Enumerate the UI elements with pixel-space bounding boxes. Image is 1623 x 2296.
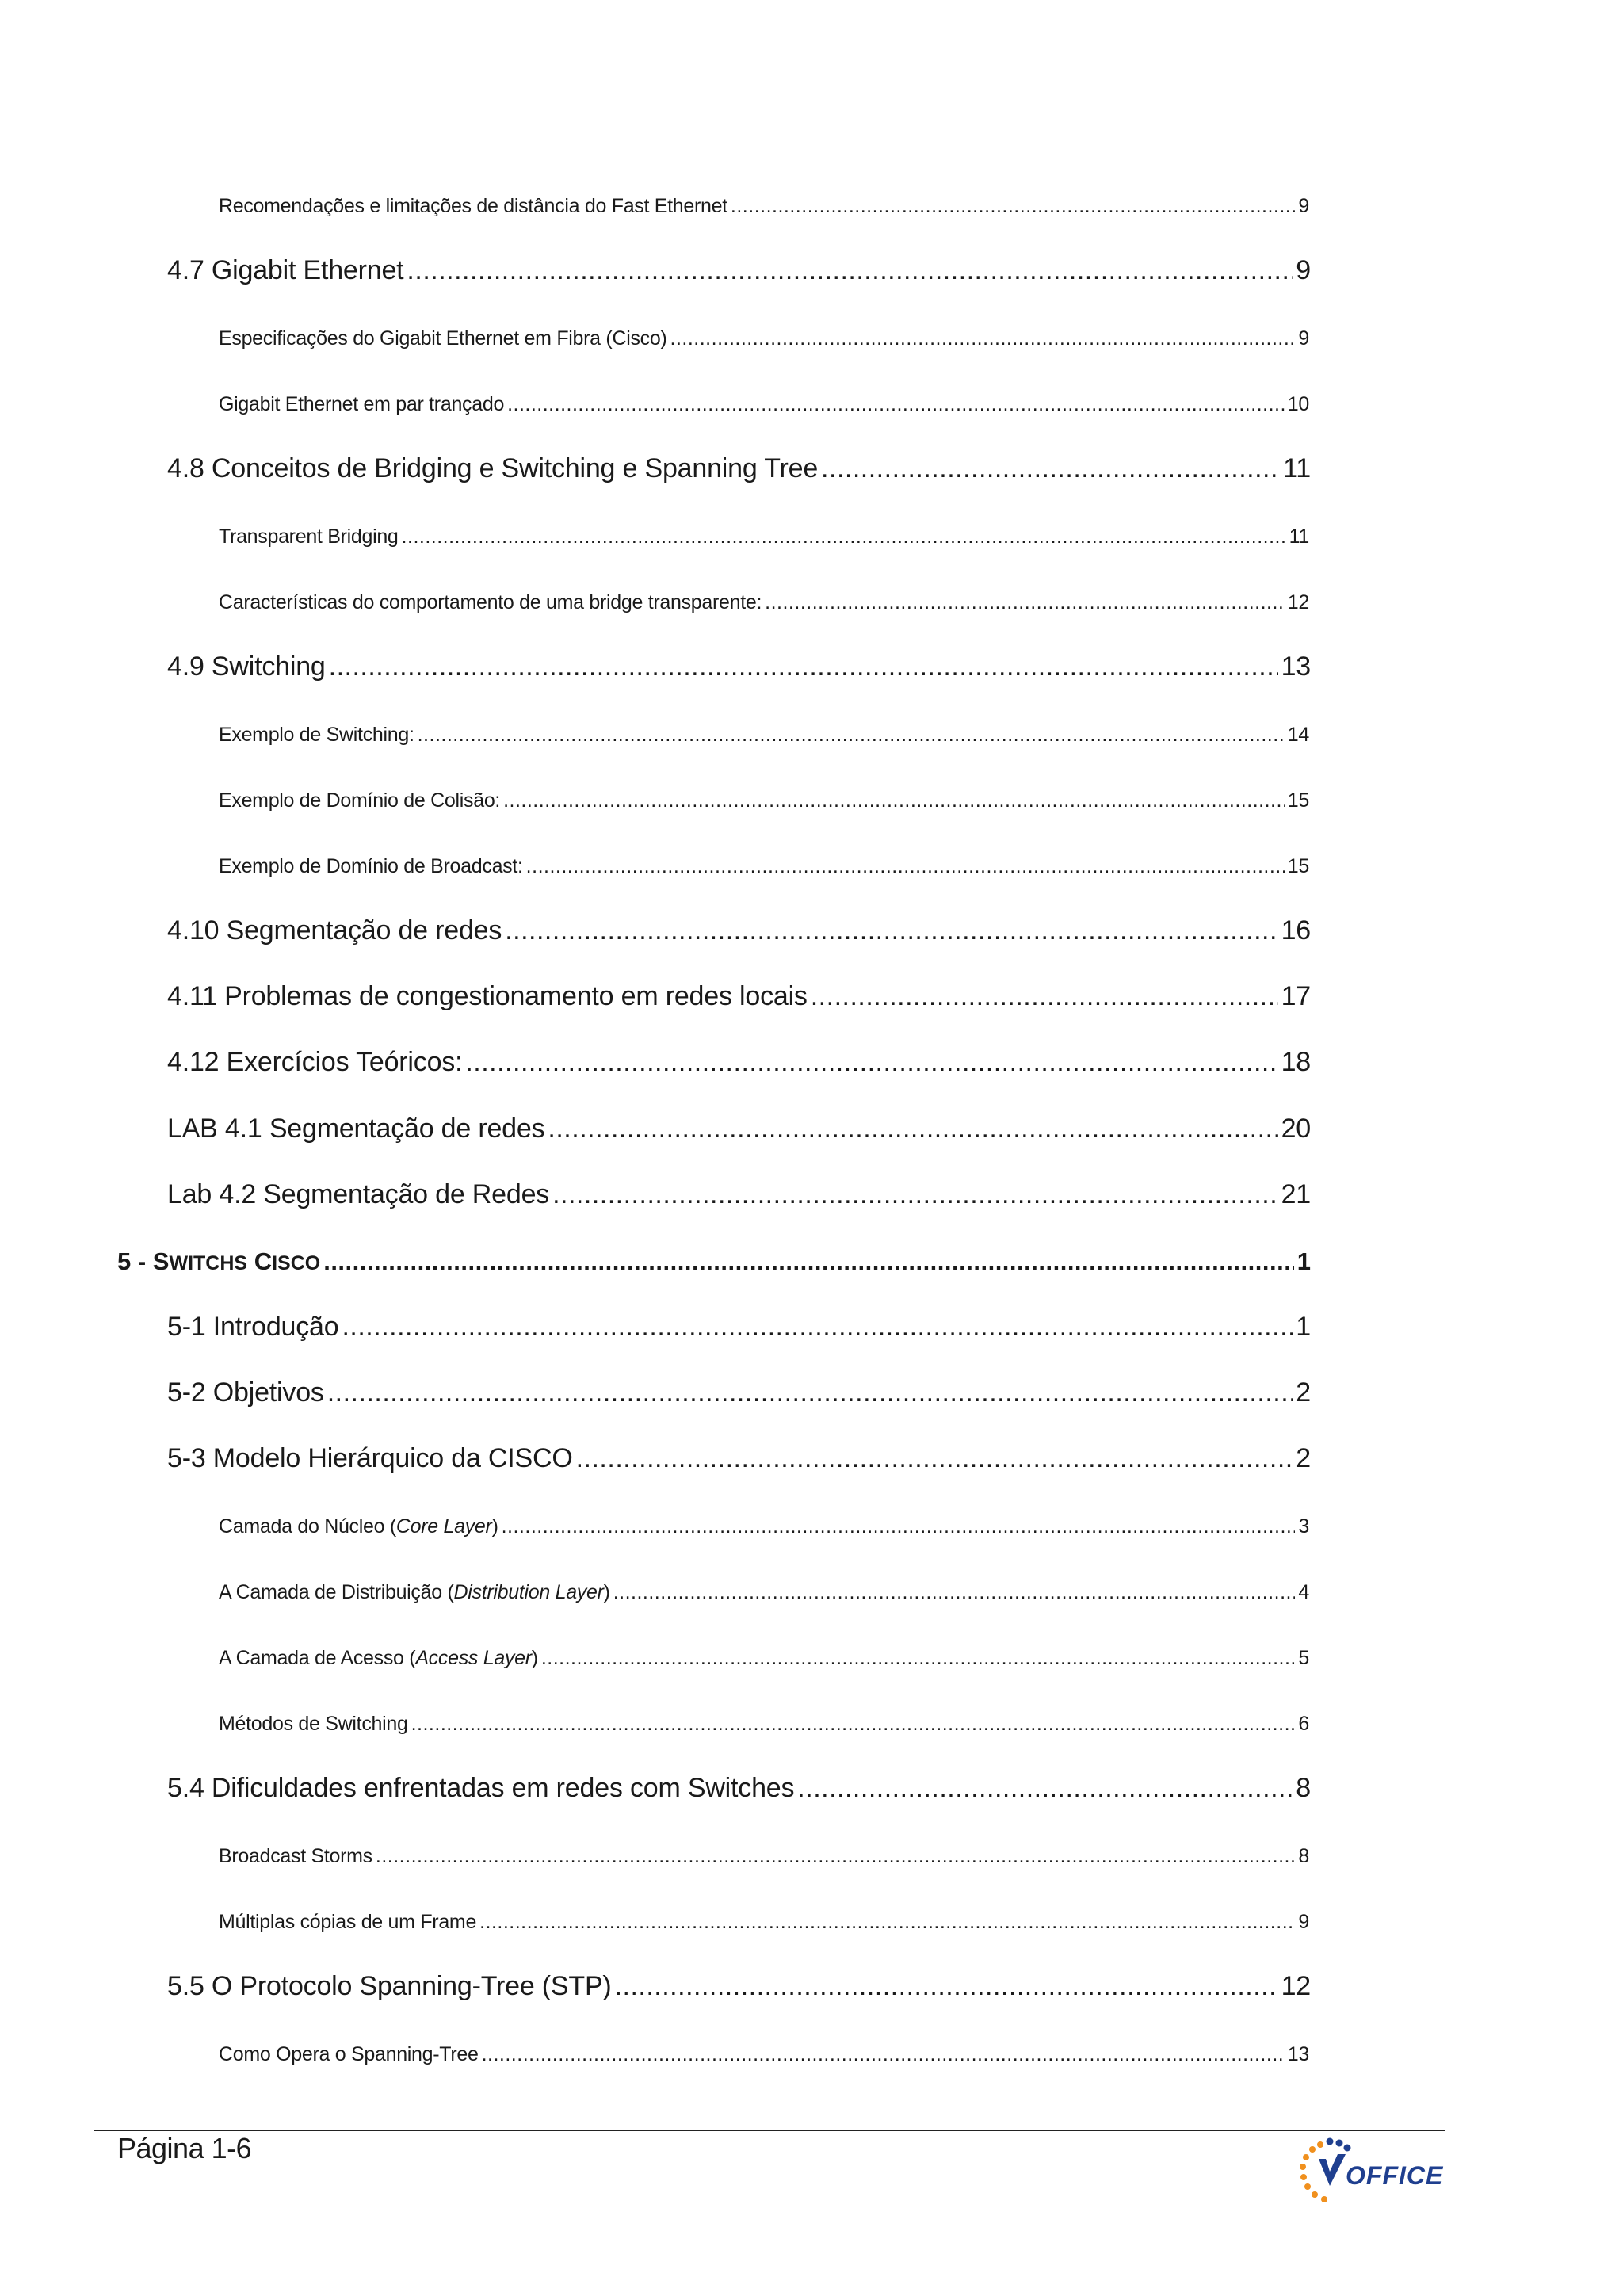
toc-entry-title: 4.8 Conceitos de Bridging e Switching e Spanning Tree bbox=[167, 453, 819, 483]
dot-leader bbox=[465, 1047, 1277, 1078]
toc-entry-page: 5 bbox=[1298, 1647, 1309, 1669]
toc-entry-page: 9 bbox=[1298, 195, 1309, 217]
toc-entry-page: 18 bbox=[1281, 1047, 1311, 1077]
toc-entry-page: 3 bbox=[1298, 1515, 1309, 1538]
toc-entry[interactable] bbox=[219, 1581, 1309, 1604]
dot-leader bbox=[418, 724, 1285, 747]
toc-entry[interactable] bbox=[219, 1845, 1309, 1868]
dot-leader bbox=[505, 915, 1277, 946]
dot-leader bbox=[402, 525, 1286, 548]
toc-entry-title: Lab 4.2 Segmentação de Redes bbox=[167, 1179, 550, 1209]
dot-leader bbox=[576, 1443, 1293, 1474]
dot-leader bbox=[797, 1773, 1293, 1804]
dot-leader bbox=[548, 1114, 1277, 1144]
toc-entry-title: Broadcast Storms bbox=[219, 1845, 372, 1867]
toc-entry-title: Métodos de Switching bbox=[219, 1713, 408, 1735]
dot-leader bbox=[327, 1377, 1293, 1408]
dot-leader bbox=[765, 591, 1285, 614]
toc-entry-page: 1 bbox=[1296, 1247, 1311, 1275]
toc-entry[interactable] bbox=[167, 651, 1311, 682]
logo-text: OFFICE bbox=[1346, 2161, 1444, 2190]
title-part: Distribution Layer bbox=[453, 1581, 604, 1603]
dot-leader bbox=[731, 195, 1295, 218]
toc-entry-page: 21 bbox=[1281, 1179, 1311, 1209]
title-part: Access Layer bbox=[415, 1647, 532, 1669]
toc-entry-page: 14 bbox=[1287, 724, 1309, 746]
toc-entry[interactable] bbox=[167, 255, 1311, 286]
toc-entry[interactable] bbox=[167, 1047, 1311, 1078]
toc-entry[interactable] bbox=[219, 327, 1309, 350]
toc-entry-title: 4.7 Gigabit Ethernet bbox=[167, 255, 404, 285]
dot-leader bbox=[482, 2043, 1285, 2066]
title-part: ) bbox=[603, 1581, 610, 1603]
toc-entry[interactable] bbox=[167, 453, 1311, 484]
toc-entry-page: 9 bbox=[1296, 255, 1311, 285]
logo-v-mark bbox=[1319, 2154, 1346, 2186]
dot-leader bbox=[613, 1581, 1296, 1604]
toc-entry[interactable] bbox=[167, 1179, 1311, 1210]
page-number-label: Página 1-6 bbox=[117, 2132, 252, 2164]
toc-entry[interactable] bbox=[219, 855, 1309, 878]
toc-entry[interactable] bbox=[219, 195, 1309, 218]
title-part: ) bbox=[491, 1515, 498, 1538]
toc-entry-page: 2 bbox=[1296, 1377, 1311, 1408]
toc-entry-title bbox=[219, 1515, 498, 1538]
title-part: 5 - S bbox=[117, 1247, 170, 1275]
toc-entry-title bbox=[219, 1581, 610, 1604]
dot-leader bbox=[479, 1911, 1295, 1934]
toc-entry-title: 4.10 Segmentação de redes bbox=[167, 915, 502, 946]
title-part: WITCHS bbox=[169, 1252, 248, 1274]
toc-entry-page: 9 bbox=[1298, 1911, 1309, 1933]
toc-entry-page: 12 bbox=[1287, 591, 1309, 613]
toc-entry[interactable] bbox=[167, 1312, 1311, 1343]
dot-leader bbox=[507, 393, 1285, 416]
toc-entry-title: 5.5 O Protocolo Spanning-Tree (STP) bbox=[167, 1971, 612, 2001]
toc-entry[interactable] bbox=[219, 789, 1309, 812]
toc-entry[interactable] bbox=[167, 1773, 1311, 1804]
toc-entry-title: Recomendações e limitações de distância do Fast Ethernet bbox=[219, 195, 727, 217]
toc-entry-title: 5.4 Dificuldades enfrentadas em redes com Switches bbox=[167, 1773, 795, 1803]
dot-leader bbox=[526, 855, 1285, 878]
title-part: ISCO bbox=[272, 1252, 321, 1274]
dot-leader bbox=[502, 1515, 1296, 1538]
toc-entry-title: Especificações do Gigabit Ethernet em Fibra (Cisco) bbox=[219, 327, 667, 350]
dot-leader bbox=[503, 789, 1285, 812]
toc-entry-title: 5-2 Objetivos bbox=[167, 1377, 324, 1408]
toc-entry-page: 13 bbox=[1281, 651, 1311, 682]
title-part: Core Layer bbox=[395, 1515, 492, 1538]
title-part: C bbox=[247, 1247, 273, 1275]
dot-leader bbox=[552, 1179, 1277, 1210]
dot-leader bbox=[821, 453, 1280, 484]
toc-entry-page: 10 bbox=[1287, 393, 1309, 415]
dot-leader bbox=[342, 1312, 1293, 1343]
toc-entry[interactable] bbox=[219, 1713, 1309, 1736]
toc-entry[interactable] bbox=[167, 981, 1311, 1012]
dot-leader bbox=[323, 1247, 1294, 1276]
toc-entry-page: 16 bbox=[1281, 915, 1311, 946]
toc-entry[interactable] bbox=[219, 1515, 1309, 1538]
toc-entry[interactable] bbox=[167, 1443, 1311, 1474]
title-part: A Camada de Distribuição ( bbox=[219, 1581, 454, 1603]
dot-leader bbox=[541, 1647, 1296, 1670]
toc-entry-page: 13 bbox=[1287, 2043, 1309, 2065]
toc-entry-page: 6 bbox=[1298, 1713, 1309, 1735]
toc-entry-page: 15 bbox=[1287, 789, 1309, 812]
title-part: ) bbox=[531, 1647, 538, 1669]
office-logo bbox=[1290, 2134, 1449, 2213]
title-part: A Camada de Acesso ( bbox=[219, 1647, 416, 1669]
dot-leader bbox=[407, 255, 1293, 286]
toc-entry-title: LAB 4.1 Segmentação de redes bbox=[167, 1114, 545, 1144]
logo-dots-blue bbox=[1327, 2138, 1351, 2152]
dot-leader bbox=[376, 1845, 1296, 1868]
toc-entry-page: 12 bbox=[1281, 1971, 1311, 2001]
toc-entry-page: 8 bbox=[1296, 1773, 1311, 1803]
toc-entry[interactable] bbox=[219, 393, 1309, 416]
toc-chapter-entry[interactable] bbox=[117, 1247, 1311, 1276]
toc-entry-title bbox=[219, 1647, 538, 1670]
title-part: Camada do Núcleo ( bbox=[219, 1515, 396, 1538]
toc-entry-title: Transparent Bridging bbox=[219, 525, 399, 548]
toc-entry[interactable] bbox=[219, 591, 1309, 614]
toc-entry[interactable] bbox=[167, 915, 1311, 946]
toc-entry-page: 11 bbox=[1283, 453, 1311, 483]
footer-divider bbox=[94, 2130, 1445, 2131]
toc-entry-page: 4 bbox=[1298, 1581, 1309, 1603]
toc-entry-page: 15 bbox=[1287, 855, 1309, 877]
toc-entry-title: Exemplo de Domínio de Colisão: bbox=[219, 789, 501, 812]
dot-leader bbox=[329, 651, 1278, 682]
toc-entry-title: Características do comportamento de uma bridge transparente: bbox=[219, 591, 762, 613]
toc-entry-title: Exemplo de Switching: bbox=[219, 724, 414, 746]
toc-entry-page: 2 bbox=[1296, 1443, 1311, 1473]
dot-leader bbox=[615, 1971, 1278, 2002]
toc-entry[interactable] bbox=[167, 1971, 1311, 2002]
dot-leader bbox=[811, 981, 1278, 1012]
toc-entry[interactable] bbox=[219, 724, 1309, 747]
toc-entry-title: Exemplo de Domínio de Broadcast: bbox=[219, 855, 523, 877]
dot-leader bbox=[670, 327, 1296, 350]
toc-entry[interactable] bbox=[167, 1377, 1311, 1408]
toc-entry-title: 4.9 Switching bbox=[167, 651, 326, 682]
toc-entry-title: Como Opera o Spanning-Tree bbox=[219, 2043, 479, 2065]
logo-dots-orange bbox=[1300, 2141, 1327, 2202]
toc-entry[interactable] bbox=[167, 1114, 1311, 1144]
toc-entry-title: 5-1 Introdução bbox=[167, 1312, 339, 1342]
toc-entry-title: Gigabit Ethernet em par trançado bbox=[219, 393, 505, 415]
toc-entry-title: 4.12 Exercícios Teóricos: bbox=[167, 1047, 463, 1077]
toc-entry-page: 11 bbox=[1289, 525, 1309, 548]
toc-entry[interactable] bbox=[219, 2043, 1309, 2066]
toc-entry[interactable] bbox=[219, 525, 1309, 548]
toc-entry-page: 20 bbox=[1281, 1114, 1311, 1144]
toc-entry[interactable] bbox=[219, 1647, 1309, 1670]
toc-entry-title bbox=[117, 1247, 320, 1276]
toc-entry-title: 5-3 Modelo Hierárquico da CISCO bbox=[167, 1443, 573, 1473]
toc-entry-page: 8 bbox=[1298, 1845, 1309, 1867]
dot-leader bbox=[411, 1713, 1296, 1736]
toc-entry-page: 9 bbox=[1298, 327, 1309, 350]
toc-entry[interactable] bbox=[219, 1911, 1309, 1934]
toc-entry-page: 1 bbox=[1296, 1312, 1311, 1342]
toc-entry-page: 17 bbox=[1281, 981, 1311, 1011]
toc-entry-title: Múltiplas cópias de um Frame bbox=[219, 1911, 477, 1933]
toc-entry-title: 4.11 Problemas de congestionamento em redes locais bbox=[167, 981, 808, 1011]
